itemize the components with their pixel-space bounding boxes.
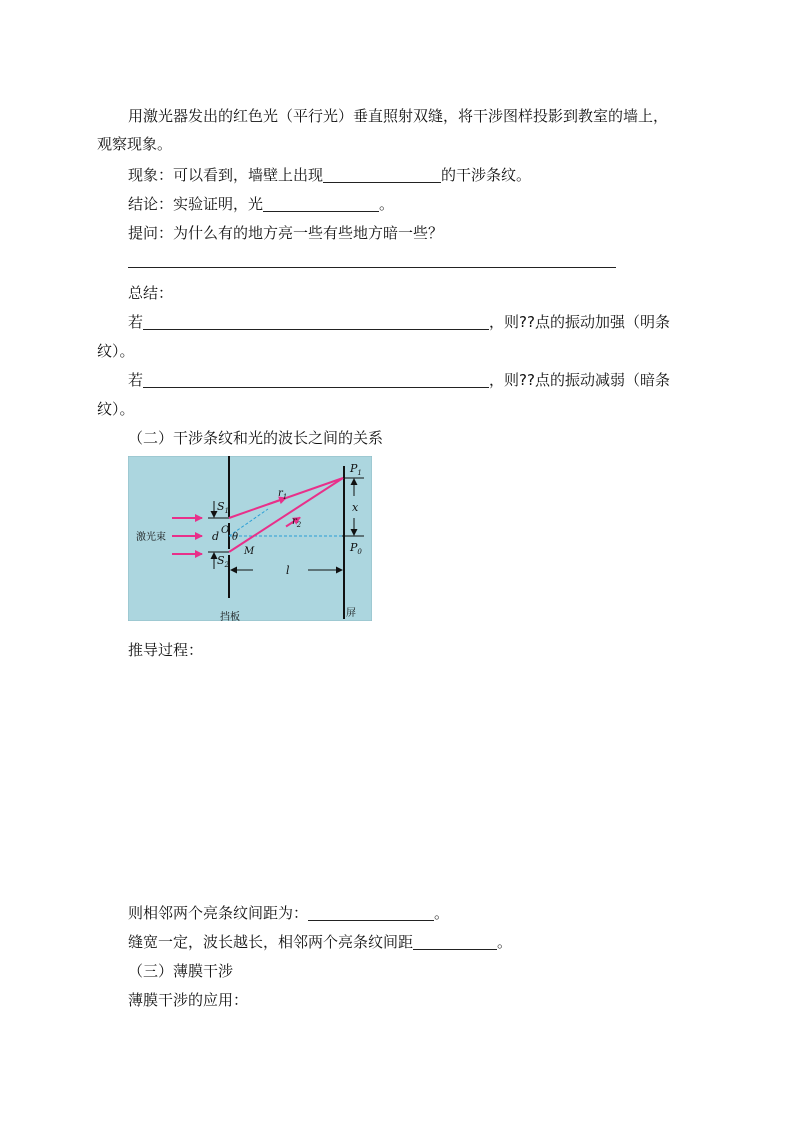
phenomenon-suffix: 的干涉条纹。 [441, 166, 532, 184]
intro-line-2: 观察现象。 [97, 135, 173, 153]
phenomenon-blank[interactable] [323, 166, 441, 183]
question-answer-blank[interactable] [128, 267, 616, 268]
slit-blank[interactable] [413, 933, 497, 950]
film-title: 薄膜干涉的应用： [128, 991, 249, 1009]
l-label: l [286, 564, 290, 577]
derivation-title: 推导过程： [128, 641, 204, 659]
double-slit-diagram [128, 456, 372, 621]
bright-blank[interactable] [143, 313, 489, 330]
d-label: d [212, 530, 220, 543]
laser-label: 激光束 [136, 532, 166, 543]
bright-prefix: 若 [128, 313, 144, 331]
x-label: x [352, 501, 359, 514]
summary-title: 总结： [128, 284, 174, 302]
spacing-suffix: 。 [434, 904, 450, 922]
slit-prefix: 缝宽一定，波长越长，相邻两个亮条纹间距 [128, 933, 414, 951]
m-label: M [244, 546, 255, 557]
r1-label: $r_1$ [278, 488, 288, 501]
phenomenon-line [128, 165, 531, 185]
screen-label: 屏 [346, 608, 356, 619]
p1-label: $P_1$ [350, 462, 362, 477]
dark-blank[interactable] [143, 371, 489, 388]
phenomenon-prefix: 现象：可以看到，墙壁上出现 [128, 166, 324, 184]
conclusion-suffix: 。 [379, 195, 395, 213]
summary-bright-line [128, 312, 670, 332]
bright-suffix: ，则??点的振动加强（明条 [489, 313, 670, 331]
s1-label: $S_1$ [217, 500, 230, 515]
section3-title: （三）薄膜干涉 [128, 962, 234, 980]
question-line: 提问：为什么有的地方亮一些有些地方暗一些？ [128, 224, 444, 242]
r2-label: $r_2$ [292, 516, 302, 529]
spacing-line [128, 903, 449, 923]
dark-cont: 纹）。 [97, 400, 135, 418]
double-slit-svg [128, 456, 372, 621]
conclusion-blank[interactable] [263, 195, 379, 212]
spacing-prefix: 则相邻两个亮条纹间距为： [128, 904, 309, 922]
theta-label: θ [232, 532, 239, 543]
conclusion-prefix: 结论：实验证明，光 [128, 195, 264, 213]
o-label: O [221, 525, 230, 536]
section2-title: （二）干涉条纹和光的波长之间的关系 [128, 429, 384, 447]
conclusion-line [128, 194, 394, 214]
summary-dark-line [128, 370, 670, 390]
p0-label: $P_0$ [350, 541, 362, 556]
slit-suffix: 。 [497, 933, 513, 951]
dark-suffix: ，则??点的振动减弱（暗条 [489, 371, 670, 389]
spacing-blank[interactable] [308, 904, 434, 921]
bright-cont: 纹）。 [97, 342, 135, 360]
s2-label: $S_2$ [217, 554, 230, 569]
dark-prefix: 若 [128, 371, 144, 389]
intro-line-1: 用激光器发出的红色光（平行光）垂直照射双缝，将干涉图样投影到教室的墙上， [128, 107, 669, 125]
baffle-label: 挡板 [220, 612, 240, 621]
slit-line [128, 932, 512, 952]
